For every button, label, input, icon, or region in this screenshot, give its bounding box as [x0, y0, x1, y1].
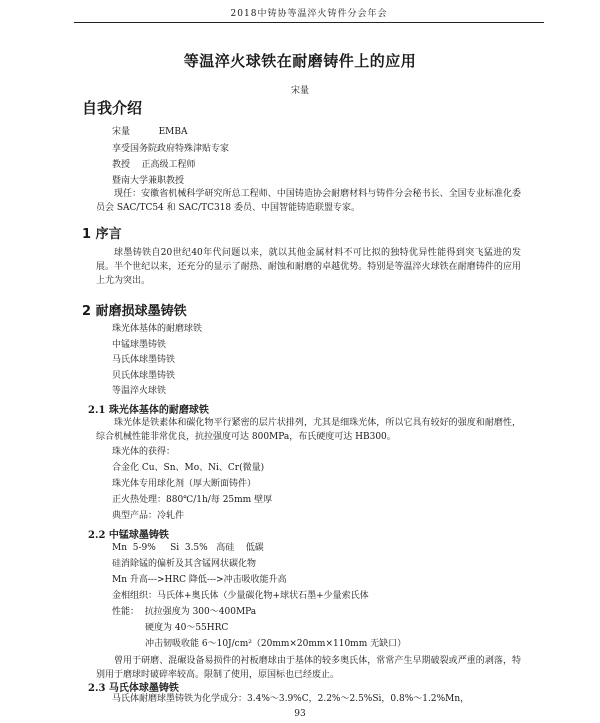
section-2-item: 珠光体基体的耐磨球铁: [112, 324, 203, 334]
section-2-item: 贝氏体球墨铸铁: [112, 371, 176, 381]
section-2-item: 马氏体球墨铸铁: [112, 355, 176, 365]
section-1-paragraph: 球墨铸铁自20世纪40年代问题以来，就以其他金属材料不可比拟的独特优异性能得到突飞猛进的发展。半个世纪以来，还充分的显示了耐热、耐蚀和耐磨的卓越优势。特别是等温淬火球铁在耐磨铸件的应用上尤为突出。: [96, 248, 521, 286]
section-2-1-line: 珠光体的获得：: [112, 447, 176, 457]
intro-heading: 自我介绍: [82, 99, 143, 117]
section-2-2-line: 硅消除锰的偏析及其含锰网状碳化物: [112, 559, 257, 569]
page-number: 93: [294, 709, 306, 719]
section-2-2-line: Mn 5-9% Si 3.5% 高硅 低碳: [112, 543, 264, 553]
section-2-1-line: 典型产品：冷轧件: [112, 511, 185, 521]
section-2-3-heading: 2.3 马氏体球墨铸铁: [88, 683, 179, 694]
section-1-heading: 1 序言: [82, 227, 122, 242]
section-2-1-line: 合金化 Cu、Sn、Mo、Ni、Cr(微量): [112, 463, 265, 473]
section-2-2-line: 性能： 抗拉强度为 300～400MPa: [112, 607, 257, 617]
section-2-1-heading: 2.1 珠光体基体的耐磨球铁: [88, 405, 209, 416]
section-2-2-paragraph: 曾用于研磨、混碾设备易损件的衬板磨球由于基体的较多奥氏体，常常产生早期破裂或严重的剥落，特别用于磨球时破碎率较高。限制了使用，原国标也已经废止。: [96, 656, 521, 680]
intro-line: 享受国务院政府特殊津贴专家: [112, 144, 230, 154]
intro-bio: 现任：安徽省机械科学研究所总工程师、中国铸造协会耐磨材料与铸件分会秘书长、全国专业标准化委员会 SAC/TC54 和 SAC/TC318 委员、中国智能铸造联盟专家。: [96, 189, 521, 213]
author-name: 宋量: [290, 86, 309, 96]
section-2-2-line: 金相组织：马氏体+奥氏体（少量碳化物+球状石墨+少量索氏体: [112, 591, 369, 601]
section-2-2-heading: 2.2 中锰球墨铸铁: [88, 530, 169, 541]
section-2-2-line: Mn 升高--->HRC 降低--->冲击吸收能升高: [112, 575, 287, 585]
running-header: 2018中铸协等温淬火铸件分会年会: [74, 6, 544, 23]
paper-title: 等温淬火球铁在耐磨铸件上的应用: [183, 52, 417, 70]
section-2-item: 中锰球墨铸铁: [112, 340, 167, 350]
intro-name-line: 宋量 EMBA: [112, 127, 188, 137]
section-2-2-line: 冲击韧吸收能 6～10J/cm²（20mm×20mm×110mm 无缺口）: [145, 639, 407, 649]
section-2-1-paragraph: 珠光体是铁素体和碳化物平行紧密的层片状排列，尤其是细珠光体，所以它具有较好的强度和耐磨性，综合机械性能非常优良，抗拉强度可达 800MPa，布氏硬度可达 HB300。: [96, 418, 521, 442]
intro-line: 暨南大学兼职教授: [112, 176, 185, 186]
section-2-1-line: 正火热处理：880℃/1h/每 25mm 壁厚: [112, 495, 273, 505]
section-2-2-line: 硬度为 40～55HRC: [145, 623, 229, 633]
section-2-item: 等温淬火球铁: [112, 386, 167, 396]
section-2-1-line: 珠光体专用球化剂（厚大断面铸件）: [112, 479, 257, 489]
intro-line: 教授 正高级工程师: [112, 160, 196, 170]
section-2-heading: 2 耐磨损球墨铸铁: [82, 304, 187, 319]
section-2-3-line: 马氏体耐磨球墨铸铁为化学成分：3.4%～3.9%C，2.2%～2.5%Si，0.8%～1.2%Mn，: [112, 694, 470, 704]
